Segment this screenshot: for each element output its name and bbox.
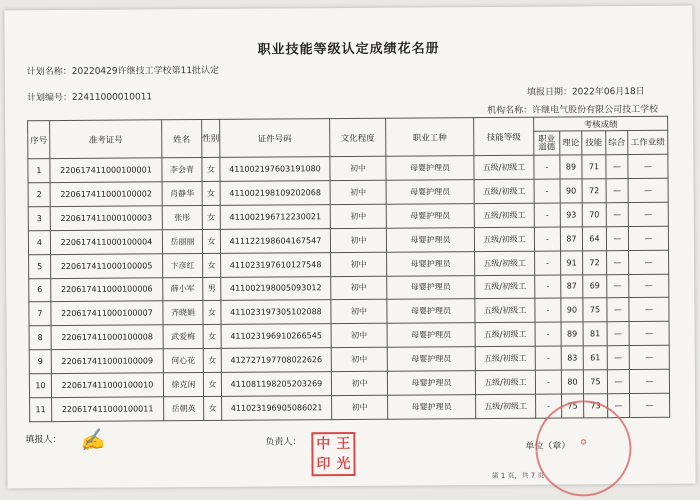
row-theory: 91: [561, 251, 583, 275]
row-name: 岳朝英: [164, 397, 204, 421]
row-skill: 81: [583, 322, 607, 346]
row-gender: 女: [203, 349, 221, 373]
row-id-no: 411122198604167547: [220, 228, 330, 253]
header-level: 技能等级: [474, 117, 534, 155]
row-skill: 70: [582, 203, 606, 227]
row-level: 五级/初级工: [475, 323, 535, 347]
row-level: 五级/初级工: [474, 227, 534, 251]
row-comprehensive: —: [606, 226, 628, 250]
row-id-no: 412727197708022626: [221, 348, 331, 373]
row-theory: 83: [561, 346, 583, 370]
row-name: 岳丽丽: [162, 229, 202, 253]
row-ethics: -: [534, 203, 560, 227]
row-level: 五级/初级工: [475, 370, 535, 394]
fill-date-label: 填报日期：: [526, 87, 572, 98]
row-skill: 64: [582, 226, 606, 250]
row-theory: 89: [560, 155, 582, 179]
row-skill: 73: [584, 394, 608, 418]
organization-seal-text: ✪: [580, 438, 587, 447]
row-comprehensive: —: [607, 346, 629, 370]
personal-seal: [311, 432, 355, 476]
row-comprehensive: —: [607, 250, 629, 274]
row-exam-no: 220617411000100007: [51, 301, 163, 326]
row-exam-no: 220617411000100011: [52, 397, 164, 422]
fill-date: [527, 84, 645, 98]
header-name: 姓名: [162, 120, 202, 158]
row-education: 初中: [330, 156, 386, 180]
row-comprehensive: —: [608, 394, 630, 418]
row-exam-no: 220617411000100006: [51, 277, 163, 302]
row-education: 初中: [331, 324, 387, 348]
row-seq: 7: [29, 302, 51, 326]
row-job: 母婴护理员: [387, 347, 475, 372]
row-name: 何心花: [163, 349, 203, 373]
row-seq: 5: [29, 254, 51, 278]
row-job: 母婴护理员: [386, 203, 474, 228]
row-level: 五级/初级工: [474, 203, 534, 227]
row-comprehensive: —: [607, 322, 629, 346]
row-comprehensive: —: [607, 274, 629, 298]
row-comprehensive: —: [606, 202, 628, 226]
row-id-no: 411002198005093012: [221, 276, 331, 301]
row-work: —: [629, 250, 669, 274]
row-id-no: 411002197603191080: [220, 157, 330, 182]
row-education: 初中: [330, 180, 386, 204]
document-sheet: [4, 6, 695, 489]
row-seq: 11: [30, 398, 52, 422]
row-work: —: [628, 178, 668, 202]
unit-label: 单位（章）: [525, 441, 571, 452]
row-gender: 女: [203, 325, 221, 349]
row-education: 初中: [330, 228, 386, 252]
row-id-no: 411002196712230021: [220, 204, 330, 229]
row-job: 母婴护理员: [387, 299, 475, 324]
row-gender: 女: [204, 396, 222, 420]
plan-number-value: 22411000010011: [71, 92, 153, 103]
row-theory: 93: [560, 203, 582, 227]
row-gender: 女: [203, 253, 221, 277]
plan-number: [27, 89, 152, 103]
row-name: 张彤: [162, 205, 202, 229]
filler-label: 填报人：: [25, 435, 62, 446]
row-education: 初中: [331, 300, 387, 324]
row-level: 五级/初级工: [474, 155, 534, 179]
row-seq: 3: [28, 206, 50, 230]
row-work: —: [630, 393, 670, 417]
plan-name: [27, 63, 219, 77]
row-work: —: [628, 202, 668, 226]
row-exam-no: 220617411000100004: [50, 230, 162, 255]
responsible-label: 负责人：: [265, 437, 302, 448]
row-job: 母婴护理员: [387, 275, 475, 300]
header-work: 工作业绩: [628, 130, 668, 154]
row-education: 初中: [332, 395, 388, 419]
row-seq: 8: [29, 326, 51, 350]
organization-seal: [535, 400, 632, 497]
row-skill: 71: [582, 155, 606, 179]
row-job: 母婴护理员: [387, 251, 475, 276]
row-work: —: [629, 274, 669, 298]
organization-value: 许继电气股份有限公司技工学校: [532, 104, 659, 116]
plan-number-label: 计划编号：: [26, 92, 73, 104]
row-gender: 女: [203, 373, 221, 397]
row-work: —: [629, 298, 669, 322]
row-skill: 72: [583, 250, 607, 274]
row-exam-no: 220617411000100009: [51, 349, 163, 374]
row-skill: 72: [582, 179, 606, 203]
row-exam-no: 220617411000100001: [50, 158, 162, 183]
row-skill: 75: [583, 370, 607, 394]
row-education: 初中: [331, 371, 387, 395]
row-id-no: 411023197305102088: [221, 300, 331, 325]
row-job: 母婴护理员: [386, 227, 474, 252]
row-ethics: -: [535, 370, 561, 394]
row-gender: 男: [203, 277, 221, 301]
row-work: —: [629, 322, 669, 346]
header-comprehensive: 综合: [606, 131, 628, 155]
row-seq: 2: [28, 182, 50, 206]
row-name: 李会青: [162, 158, 202, 182]
row-theory: 90: [560, 179, 582, 203]
row-theory: 90: [561, 298, 583, 322]
seal-char-2: 王: [336, 436, 351, 453]
row-level: 五级/初级工: [475, 299, 535, 323]
row-education: 初中: [331, 252, 387, 276]
header-id-no: 证件号码: [220, 119, 330, 158]
row-comprehensive: —: [606, 155, 628, 179]
row-education: 初中: [331, 347, 387, 371]
row-comprehensive: —: [607, 370, 629, 394]
row-gender: 女: [202, 229, 220, 253]
row-exam-no: 220617411000100008: [51, 325, 163, 350]
row-id-no: 411023196910266545: [221, 324, 331, 349]
row-ethics: -: [535, 346, 561, 370]
row-gender: 女: [202, 205, 220, 229]
organization-label: 机构名称：: [487, 105, 533, 117]
row-work: —: [628, 226, 668, 250]
page-number: 第 1 页，共 7 页: [491, 471, 545, 481]
row-id-no: 411081198205203269: [221, 372, 331, 397]
row-exam-no: 220617411000100010: [51, 373, 163, 398]
header-theory: 理论: [560, 131, 582, 155]
row-seq: 6: [29, 278, 51, 302]
row-level: 五级/初级工: [475, 346, 535, 370]
row-seq: 10: [29, 374, 51, 398]
row-ethics: -: [535, 275, 561, 299]
row-theory: 89: [561, 322, 583, 346]
row-seq: 9: [29, 350, 51, 374]
filler-signature: ✍: [77, 426, 106, 454]
row-theory: 75: [562, 394, 584, 418]
row-comprehensive: —: [607, 298, 629, 322]
row-skill: 61: [583, 346, 607, 370]
row-ethics: -: [535, 251, 561, 275]
row-id-no: 411002198109202068: [220, 181, 330, 206]
seal-char-4: 光: [336, 456, 351, 473]
row-exam-no: 220617411000100003: [50, 206, 162, 231]
row-id-no: 411023196905086021: [222, 396, 332, 421]
row-job: 母婴护理员: [387, 323, 475, 348]
row-theory: 87: [560, 227, 582, 251]
row-name: 卞彦红: [163, 253, 203, 277]
header-scores: 考核成绩: [534, 116, 668, 131]
header-exam-no: 准考证号: [50, 120, 162, 159]
row-job: 母婴护理员: [386, 180, 474, 205]
row-skill: 75: [583, 298, 607, 322]
plan-name-label: 计划名称：: [26, 66, 72, 78]
fill-date-value: 2022年06月18日: [571, 86, 645, 98]
row-work: —: [629, 369, 669, 393]
row-job: 母婴护理员: [386, 156, 474, 181]
row-level: 五级/初级工: [476, 394, 536, 418]
header-job: 职业工种: [386, 118, 474, 157]
row-ethics: -: [535, 322, 561, 346]
row-ethics: -: [536, 394, 562, 418]
row-level: 五级/初级工: [474, 179, 534, 203]
row-exam-no: 220617411000100002: [50, 182, 162, 207]
header-seq: 序号: [28, 121, 50, 159]
row-education: 初中: [330, 204, 386, 228]
row-theory: 80: [561, 370, 583, 394]
row-level: 五级/初级工: [475, 251, 535, 275]
seal-char-1: 中: [316, 436, 331, 453]
row-name: 薛小军: [163, 277, 203, 301]
seal-char-3: 印: [316, 456, 331, 473]
row-name: 齐晓娟: [163, 301, 203, 325]
row-exam-no: 220617411000100005: [51, 253, 163, 278]
score-table-body: [28, 154, 670, 421]
row-job: 母婴护理员: [387, 371, 475, 396]
header-gender: 性别: [202, 119, 220, 157]
plan-name-value: 20220429许继技工学校第11批认定: [71, 65, 220, 77]
header-education: 文化程度: [330, 118, 386, 156]
row-gender: 女: [202, 157, 220, 181]
row-ethics: -: [534, 155, 560, 179]
row-ethics: -: [534, 227, 560, 251]
row-seq: 1: [28, 159, 50, 183]
header-ethics: 职业道德: [534, 131, 560, 155]
header-skill: 技能: [582, 131, 606, 155]
row-ethics: -: [535, 298, 561, 322]
row-comprehensive: —: [606, 178, 628, 202]
row-name: 徐克闲: [163, 373, 203, 397]
row-skill: 69: [583, 274, 607, 298]
row-name: 武爱梅: [163, 325, 203, 349]
document-title: 职业技能等级认定成绩花名册: [257, 41, 440, 58]
row-work: —: [628, 154, 668, 178]
organization: [487, 102, 658, 116]
row-seq: 4: [28, 230, 50, 254]
row-name: 肖静华: [162, 181, 202, 205]
row-ethics: -: [534, 179, 560, 203]
row-gender: 女: [202, 181, 220, 205]
row-education: 初中: [331, 276, 387, 300]
row-gender: 女: [203, 301, 221, 325]
row-id-no: 411023197610127548: [221, 252, 331, 277]
score-table: [27, 116, 670, 422]
row-job: 母婴护理员: [388, 395, 476, 420]
row-work: —: [629, 346, 669, 370]
row-level: 五级/初级工: [475, 275, 535, 299]
row-theory: 87: [561, 274, 583, 298]
